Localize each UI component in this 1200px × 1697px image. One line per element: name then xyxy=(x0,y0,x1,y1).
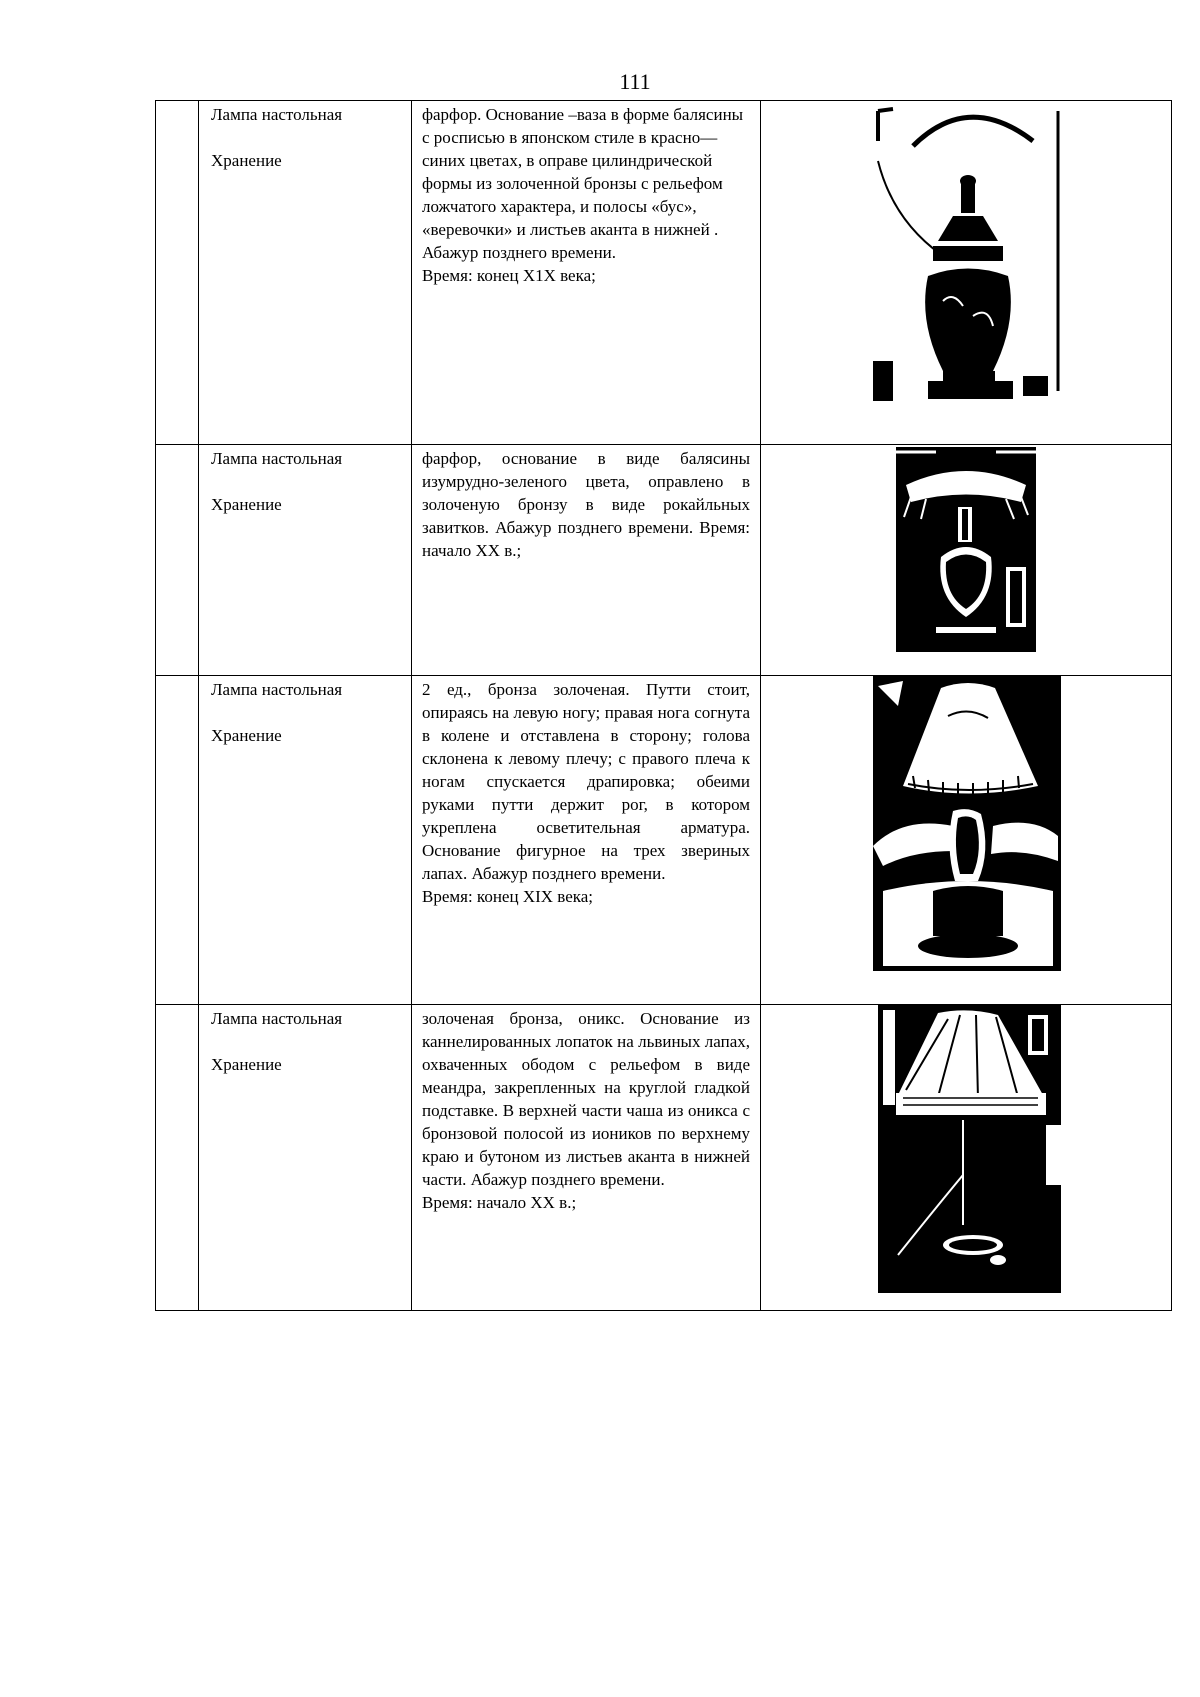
index-cell xyxy=(156,101,199,445)
emerald-porcelain-lamp-photo xyxy=(896,447,1036,652)
index-cell xyxy=(156,676,199,1005)
object-description: фарфор. Основание –ваза в форме балясины с росписью в японском стиле в красно—синих цветах, в оправе цилиндрической формы из золоченной бронзы с рельефом ложчатого характера, и полосы «бус», «веревочки» и листьев аканта в нижней . Абажур позднего времени. xyxy=(422,105,744,262)
table-row xyxy=(156,101,1172,445)
object-status: Хранение xyxy=(211,495,282,514)
description-cell xyxy=(412,1005,761,1311)
page-number: 111 xyxy=(619,69,651,94)
object-status: Хранение xyxy=(211,151,282,170)
photo-cell xyxy=(761,1005,1172,1311)
object-description: 2 ед., бронза золоченая. Путти стоит, опираясь на левую ногу; правая нога согнута в колене и отставлена в сторону; голова склонена к левому плечу; с правого плеча к ногам спускается драпировка; обеими руками путти держит рог, в котором укреплена осветительная арматура. Основание фигурное на трех звериных лапах. Абажур позднего времени. xyxy=(422,680,750,883)
table-row xyxy=(156,445,1172,676)
object-description: фарфор, основание в виде балясины изумрудно-зеленого цвета, оправлено в золоченую бронзу в виде рокайльных завитков. Абажур позднего времени. Время: начало ХХ в.; xyxy=(422,449,750,560)
name-cell xyxy=(199,676,412,1005)
photo-cell xyxy=(761,445,1172,676)
name-cell xyxy=(199,1005,412,1311)
index-cell xyxy=(156,445,199,676)
object-name: Лампа настольная xyxy=(211,680,343,699)
object-time: Время: конец Х1Х века; xyxy=(422,266,596,285)
table-row xyxy=(156,676,1172,1005)
porcelain-baluster-lamp-photo xyxy=(873,101,1063,401)
name-cell xyxy=(199,445,412,676)
photo-cell xyxy=(761,101,1172,445)
object-time: Время: конец XIX века; xyxy=(422,887,594,906)
description-cell xyxy=(412,445,761,676)
table-row xyxy=(156,1005,1172,1311)
object-status: Хранение xyxy=(211,726,282,745)
object-time: Время: начало ХХ в.; xyxy=(422,1193,577,1212)
putti-bronze-lamp-photo xyxy=(873,676,1061,971)
description-cell xyxy=(412,101,761,445)
index-cell xyxy=(156,1005,199,1311)
description-cell xyxy=(412,676,761,1005)
photo-cell xyxy=(761,676,1172,1005)
object-name: Лампа настольная xyxy=(211,449,343,468)
object-name: Лампа настольная xyxy=(211,1009,343,1028)
name-cell xyxy=(199,101,412,445)
onyx-bronze-lamp-photo xyxy=(878,1005,1061,1293)
object-name: Лампа настольная xyxy=(211,105,343,124)
catalog-table xyxy=(155,100,1172,1311)
object-status: Хранение xyxy=(211,1055,282,1074)
object-description: золоченая бронза, оникс. Основание из каннелированных лопаток на львиных лапах, охваченных ободом с рельефом в виде меандра, закрепленных на круглой гладкой подставке. В верхней части чаша из оникса с бронзовой полосой из иоников по верхнему краю и бутоном из листьев аканта в нижней части. Абажур позднего времени. xyxy=(422,1009,750,1189)
